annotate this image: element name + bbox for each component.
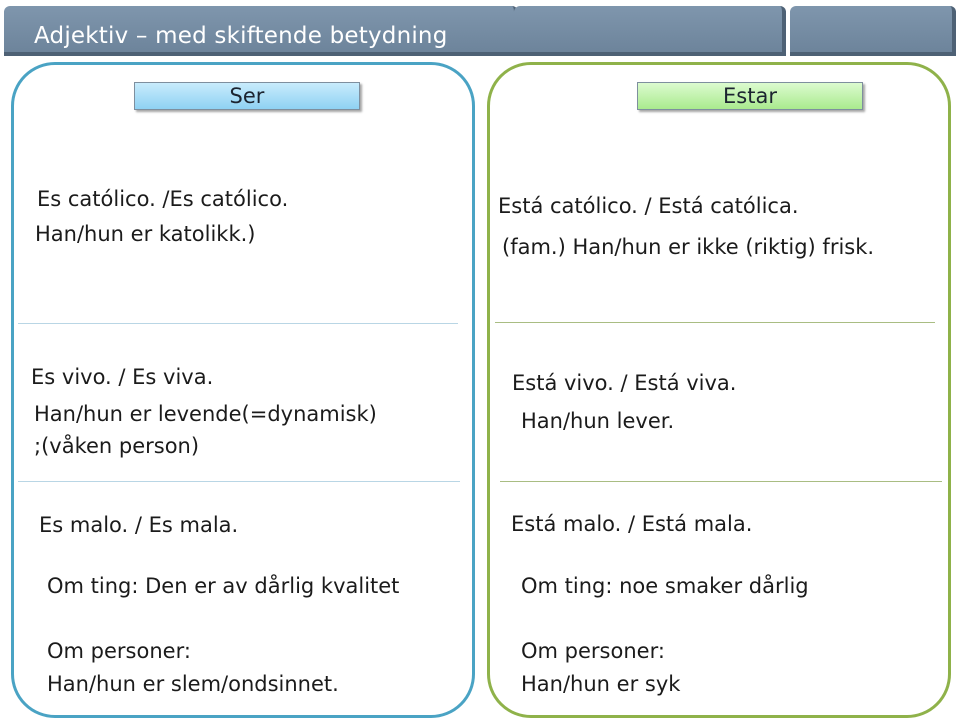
ser-button[interactable]: Ser xyxy=(134,82,360,110)
ser-panel xyxy=(11,62,475,718)
ser-vivo-phrase: Es vivo. / Es viva. xyxy=(31,365,214,389)
ser-catolico-meaning: Han/hun er katolikk.) xyxy=(35,222,256,246)
tab-adjektiv[interactable] xyxy=(4,6,518,56)
tab-2[interactable] xyxy=(514,6,786,56)
estar-malo-phrase: Está malo. / Está mala. xyxy=(511,512,753,536)
estar-vivo-meaning: Han/hun lever. xyxy=(521,409,675,433)
ser-malo-phrase: Es malo. / Es mala. xyxy=(39,513,239,537)
estar-malo-personer: Om personer: xyxy=(521,639,665,663)
estar-catolico-meaning: (fam.) Han/hun er ikke (riktig) frisk. xyxy=(502,235,875,259)
estar-divider-1 xyxy=(495,322,935,323)
ser-malo-ting: Om ting: Den er av dårlig kvalitet xyxy=(47,574,400,598)
ser-divider-1 xyxy=(18,323,458,324)
ser-divider-2 xyxy=(18,481,460,482)
estar-button[interactable]: Estar xyxy=(637,82,863,110)
estar-divider-2 xyxy=(500,481,942,482)
ser-catolico-phrase: Es católico. /Es católico. xyxy=(37,187,289,211)
ser-vivo-meaning: Han/hun er levende(=dynamisk) xyxy=(34,402,377,426)
estar-malo-personer-desc: Han/hun er syk xyxy=(521,672,681,696)
ser-malo-personer: Om personer: xyxy=(47,639,191,663)
tab-title: Adjektiv – med skiftende betydning xyxy=(34,23,448,49)
estar-malo-ting: Om ting: noe smaker dårlig xyxy=(521,574,809,598)
estar-vivo-phrase: Está vivo. / Está viva. xyxy=(512,371,737,395)
ser-malo-personer-desc: Han/hun er slem/ondsinnet. xyxy=(47,672,339,696)
estar-catolico-phrase: Está católico. / Está católica. xyxy=(498,194,799,218)
ser-vivo-note: ;(våken person) xyxy=(34,434,200,458)
tab-3[interactable] xyxy=(790,6,956,56)
